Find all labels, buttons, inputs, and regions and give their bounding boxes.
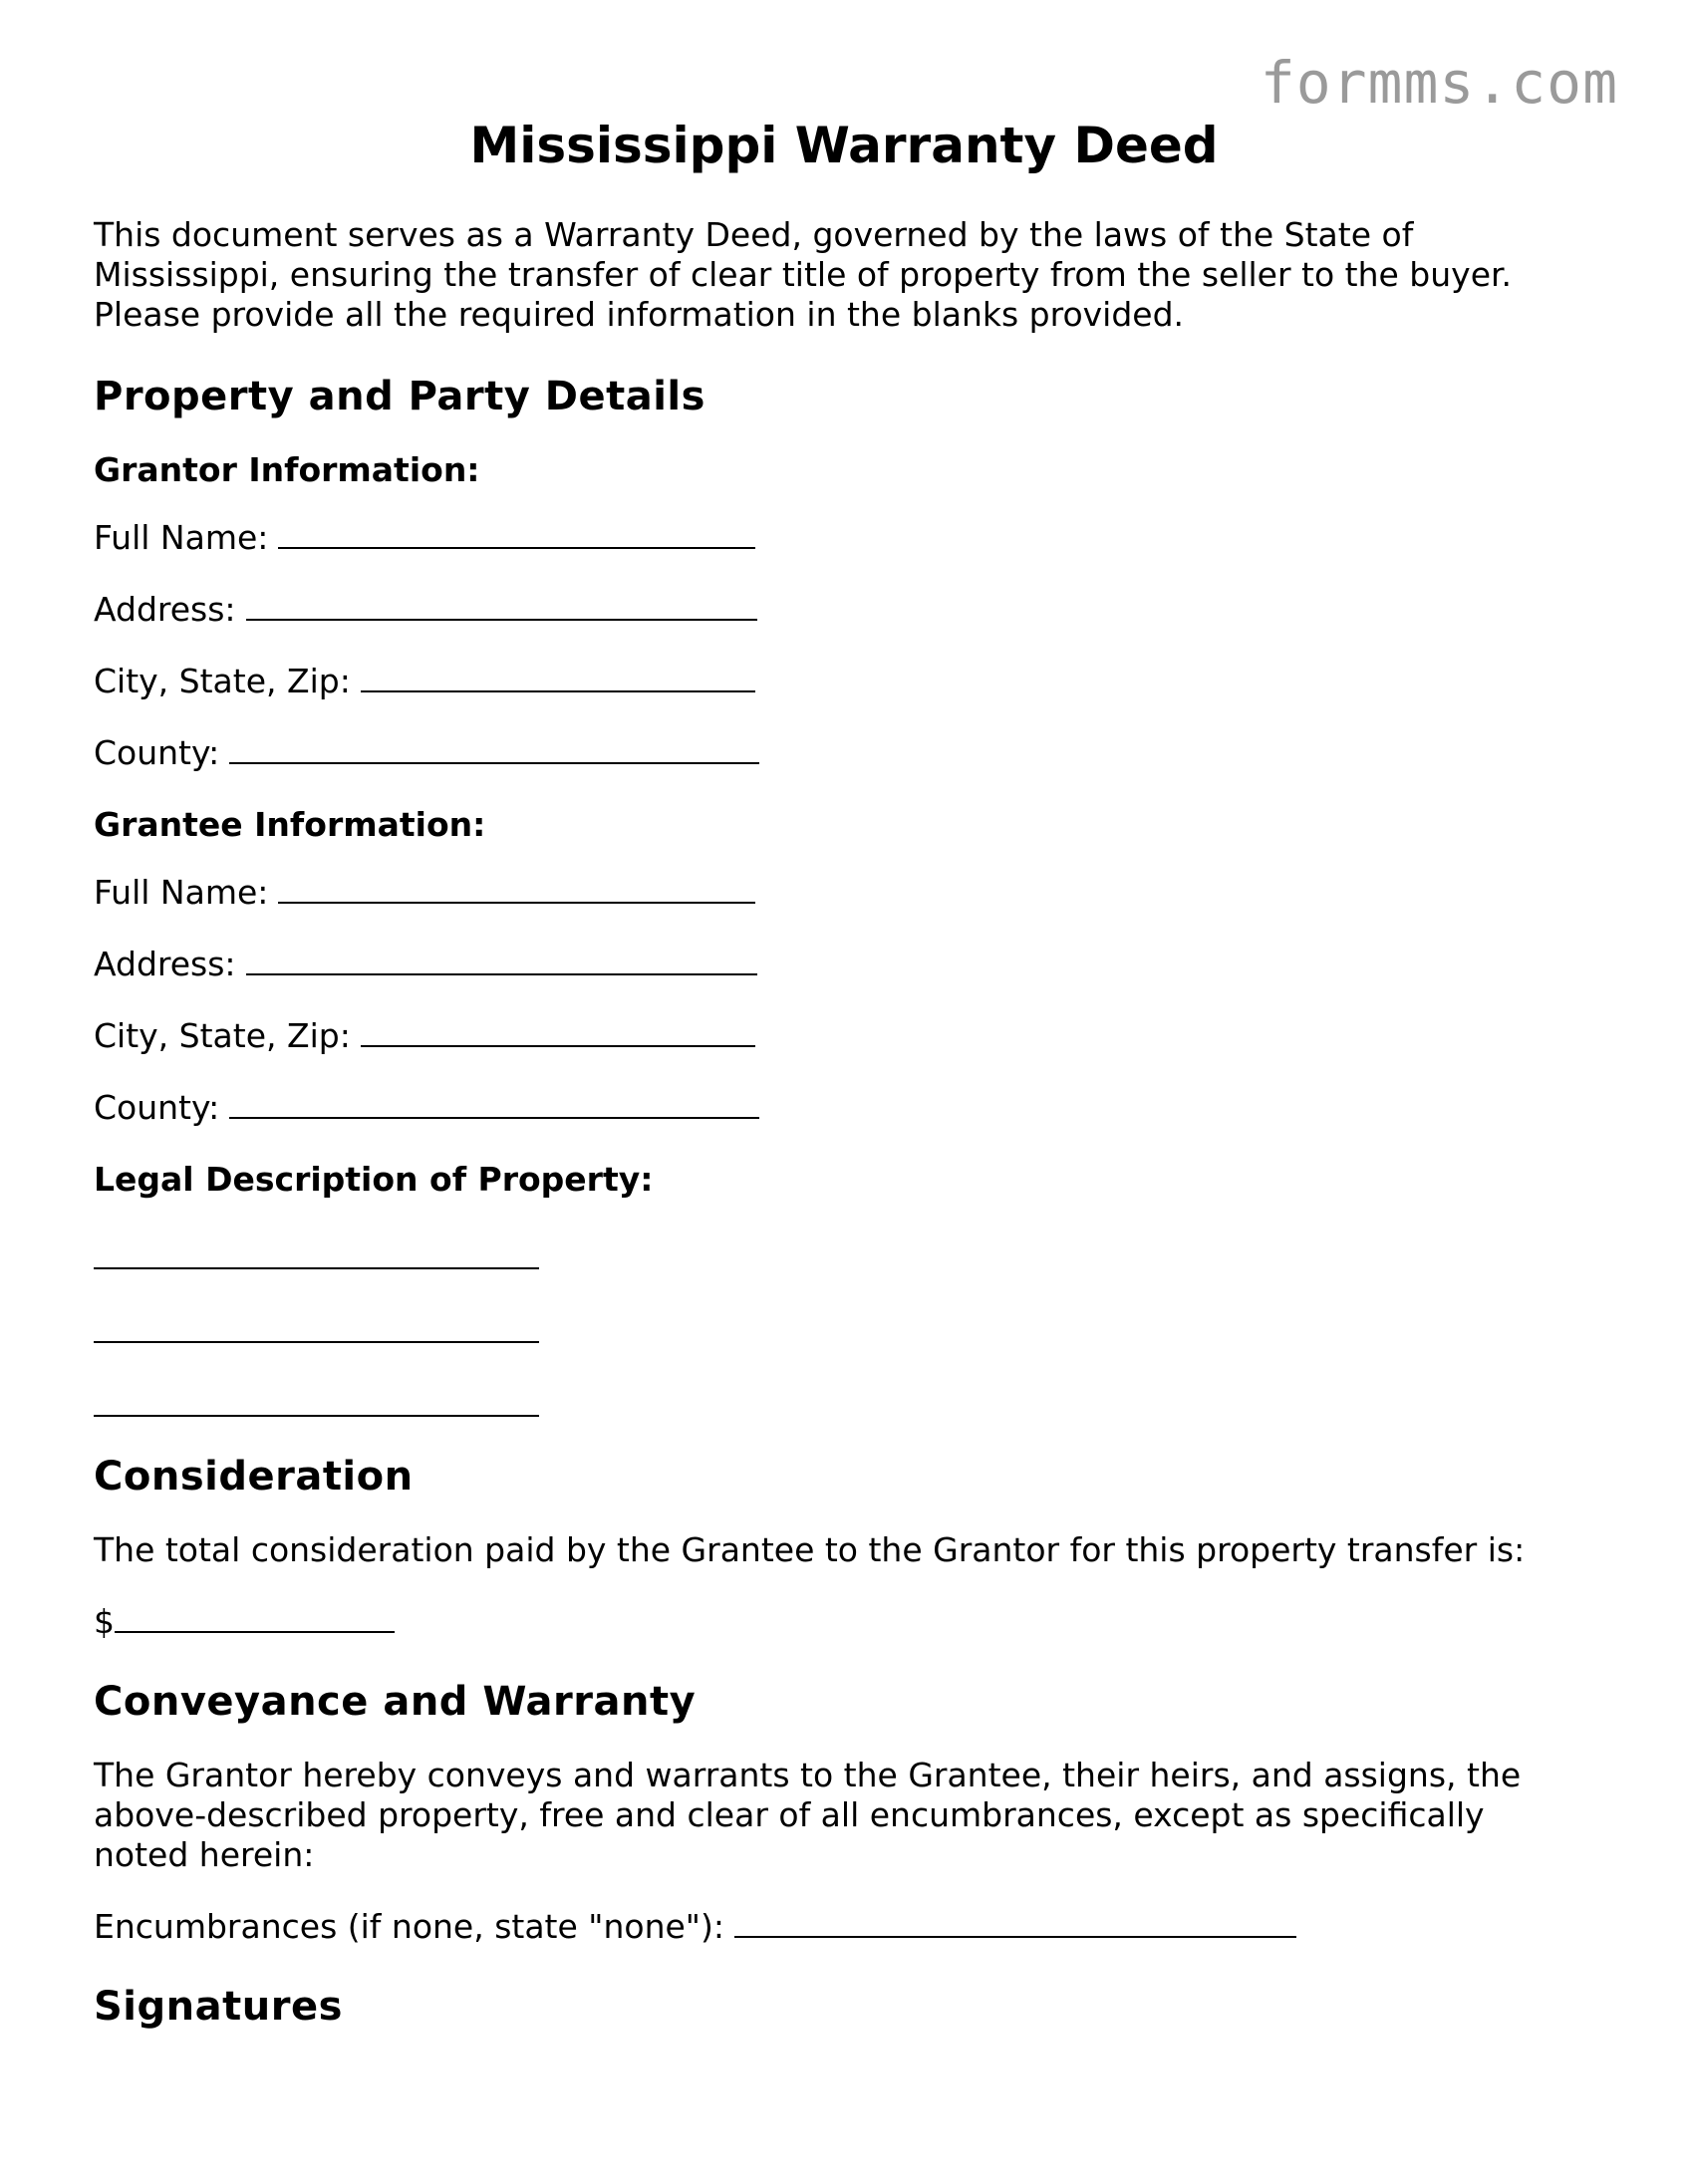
grantee-heading: Grantee Information: xyxy=(94,805,486,844)
grantor-city-state-zip-label: City, State, Zip: xyxy=(94,662,351,700)
encumbrances-blank[interactable] xyxy=(734,1910,1296,1938)
signatures-heading: Signatures xyxy=(94,1984,343,2030)
grantee-county-blank[interactable] xyxy=(229,1091,759,1119)
grantor-full-name-field xyxy=(94,518,1588,558)
encumbrances-field xyxy=(94,1907,1588,1947)
grantee-city-state-zip-field xyxy=(94,1016,1588,1056)
grantee-full-name-blank[interactable] xyxy=(278,876,755,904)
grantee-address-label: Address: xyxy=(94,945,236,983)
legal-description-line-1[interactable] xyxy=(94,1228,539,1269)
grantor-county-blank[interactable] xyxy=(229,736,759,764)
intro-paragraph: This document serves as a Warranty Deed, governed by the laws of the State of Mississippi, ensuring the transfer of clear title of property from the seller to the buyer. Please provide all the required information in the blanks provided. xyxy=(94,215,1513,334)
grantor-city-state-zip-blank[interactable] xyxy=(361,665,755,692)
consideration-amount-blank[interactable] xyxy=(115,1605,395,1633)
grantor-county-label: County: xyxy=(94,733,220,772)
legal-description-heading: Legal Description of Property: xyxy=(94,1160,654,1199)
grantee-full-name-label: Full Name: xyxy=(94,873,269,912)
grantee-full-name-field xyxy=(94,873,1588,913)
grantor-city-state-zip-field xyxy=(94,662,1588,701)
grantee-address-blank[interactable] xyxy=(246,948,757,975)
consideration-paragraph: The total consideration paid by the Grantee to the Grantor for this property transfer is: xyxy=(94,1530,1526,1569)
conveyance-heading: Conveyance and Warranty xyxy=(94,1679,697,1725)
grantor-full-name-label: Full Name: xyxy=(94,518,269,557)
grantor-address-field xyxy=(94,590,1588,630)
grantee-city-state-zip-blank[interactable] xyxy=(361,1019,755,1047)
grantee-city-state-zip-label: City, State, Zip: xyxy=(94,1016,351,1055)
grantor-address-blank[interactable] xyxy=(246,593,757,621)
grantor-heading: Grantor Information: xyxy=(94,450,480,489)
document-body xyxy=(94,215,1588,2060)
document-title: Mississippi Warranty Deed xyxy=(469,117,1219,174)
encumbrances-label: Encumbrances (if none, state "none"): xyxy=(94,1907,724,1946)
grantee-address-field xyxy=(94,945,1588,984)
property-section-heading: Property and Party Details xyxy=(94,374,705,419)
grantor-address-label: Address: xyxy=(94,590,236,629)
consideration-heading: Consideration xyxy=(94,1454,414,1500)
grantor-county-field xyxy=(94,733,1588,773)
grantee-county-label: County: xyxy=(94,1088,220,1127)
consideration-amount-field xyxy=(94,1602,1588,1642)
watermark: formms.com xyxy=(1260,49,1618,117)
grantee-county-field xyxy=(94,1088,1588,1128)
grantor-full-name-blank[interactable] xyxy=(278,521,755,549)
legal-description-line-2[interactable] xyxy=(94,1301,539,1343)
conveyance-paragraph: The Grantor hereby conveys and warrants to the Grantee, their heirs, and assigns, the above-described property, free and clear of all encumbrances, except as specifically noted herein: xyxy=(94,1756,1522,1874)
consideration-currency: $ xyxy=(94,1602,115,1641)
legal-description-line-3[interactable] xyxy=(94,1375,539,1417)
